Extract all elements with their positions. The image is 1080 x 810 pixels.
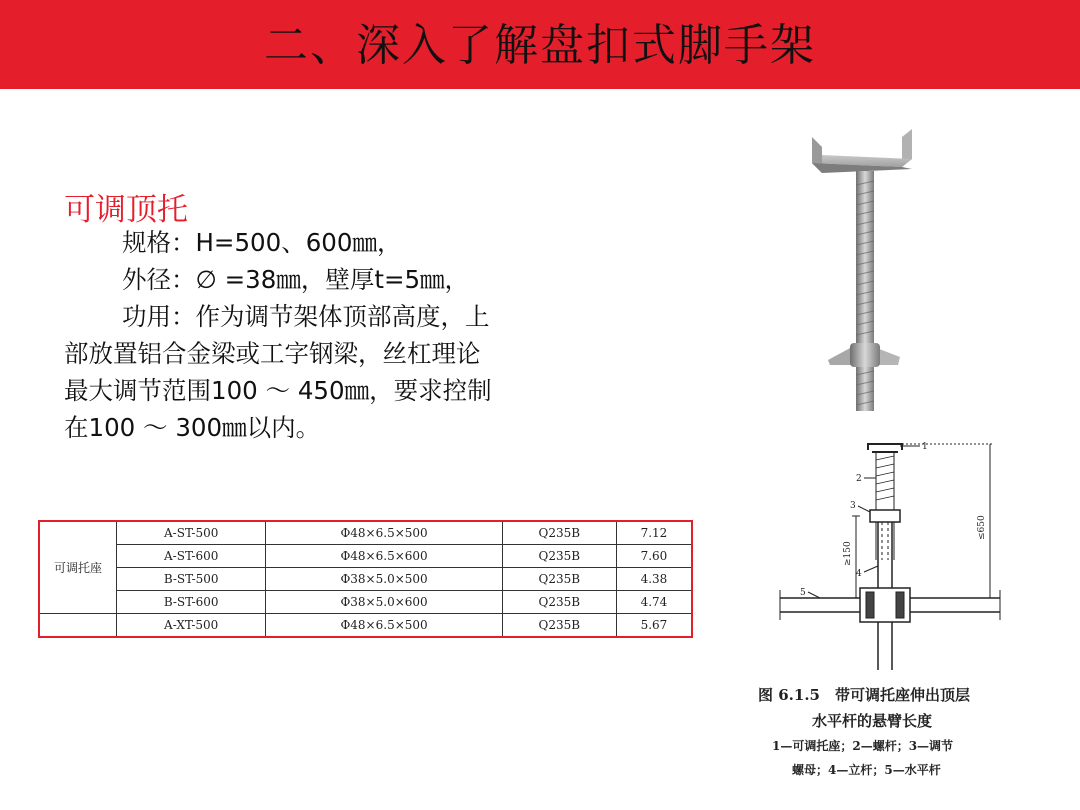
material-cell: Q235B [502,591,616,614]
u-head-jack-photo [800,125,930,415]
material-cell: Q235B [502,568,616,591]
material-cell: Q235B [502,614,616,638]
label-4: 4 [856,569,862,579]
label-3: 3 [850,501,856,511]
function-line-cont: 部放置铝合金梁或工字钢梁，丝杠理论 [64,339,481,368]
material-cell: Q235B [502,545,616,568]
spec-cell: Φ48×6.5×500 [266,614,502,638]
spec-cell: Φ38×5.0×500 [266,568,502,591]
model-cell: B-ST-600 [117,591,266,614]
material-cell: Q235B [502,521,616,545]
table-row [39,591,692,614]
table-row [39,521,692,545]
dim-650: ≤650 [977,515,987,540]
diameter-line: 外径：∅ =38㎜，壁厚t=5㎜， [122,265,470,294]
range-line: 最大调节范围100 ～ 450㎜，要求控制 [64,376,492,405]
spec-table [38,520,693,638]
figure-caption [752,682,1052,782]
slide-title: 二、深入了解盘扣式脚手架 [264,20,816,71]
table-row [39,568,692,591]
spec-cell: Φ48×6.5×500 [266,521,502,545]
caption-legend-cont: 螺母；4—立杆；5—水平杆 [792,763,941,777]
empty-cell [39,614,117,638]
model-cell: B-ST-500 [117,568,266,591]
weight-cell: 7.12 [616,521,692,545]
spec-cell: Φ38×5.0×600 [266,591,502,614]
control-line: 在100 ～ 300㎜以内。 [64,413,321,442]
spec-cell: Φ48×6.5×600 [266,545,502,568]
label-1: 1 [922,442,928,452]
model-cell: A-ST-500 [117,521,266,545]
label-2: 2 [856,474,862,484]
description-text [64,224,584,446]
table-row [39,614,692,638]
weight-cell: 4.38 [616,568,692,591]
model-cell: A-XT-500 [117,614,266,638]
dim-150: ≥150 [843,541,853,566]
caption-title-cont: 水平杆的悬臂长度 [812,712,933,730]
label-5: 5 [800,588,806,598]
caption-title: 图 6.1.5 带可调托座伸出顶层 [758,686,970,704]
group-label-cell: 可调托座 [39,521,117,614]
table-row [39,545,692,568]
weight-cell: 5.67 [616,614,692,638]
function-line: 功用：作为调节架体顶部高度，上 [122,302,490,331]
spec-line: 规格：H=500、600㎜， [122,228,402,257]
weight-cell: 7.60 [616,545,692,568]
weight-cell: 4.74 [616,591,692,614]
section-heading: 可调顶托 [64,192,188,228]
caption-legend: 1—可调托座；2—螺杆；3—调节 [772,739,954,753]
model-cell: A-ST-600 [117,545,266,568]
cantilever-diagram [760,440,1050,680]
